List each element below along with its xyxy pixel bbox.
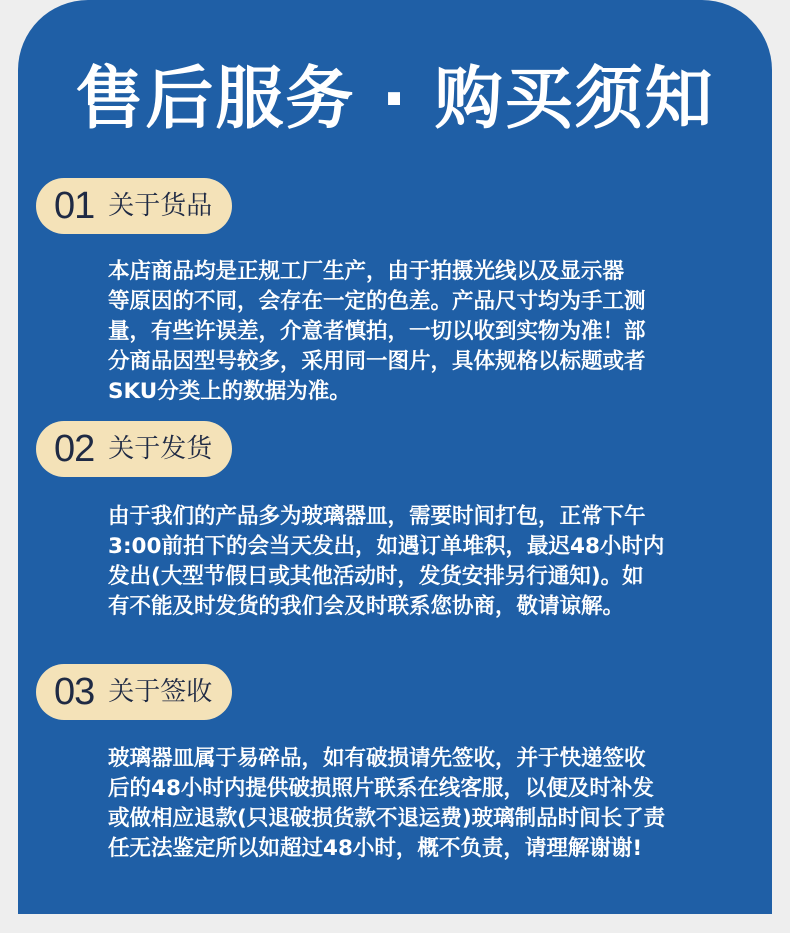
section-pill-receipt (36, 664, 232, 720)
section-text-goods: 本店商品均是正规工厂生产，由于拍摄光线以及显示器 等原因的不同，会存在一定的色差。产品尺寸均为手工测 量，有些许误差，介意者慎拍，一切以收到实物为准！部 分商品因型号较多，采用同一图片，具体规格以标题或者 SKU分类上的数据为准。 (108, 259, 646, 404)
section-text-receipt: 玻璃器皿属于易碎品，如有破损请先签收，并于快递签收 后的48小时内提供破损照片联系在线客服，以便及时补发 或做相应退款(只退破损货款不退运费)玻璃制品时间长了责 任无法鉴定所以如超过48小时，概不负责，请理解谢谢! (108, 746, 666, 861)
section-text-shipping: 由于我们的产品多为玻璃器皿，需要时间打包，正常下午 3:00前拍下的会当天发出，如遇订单堆积，最迟48小时内 发出(大型节假日或其他活动时，发货安排另行通知)。如 有不能及时发货的我们会及时联系您协商，敬请谅解。 (108, 504, 665, 619)
section-label: 关于发货 (108, 434, 213, 464)
page-title: 售后服务 · 购买须知 (75, 60, 715, 139)
section-label: 关于签收 (108, 677, 213, 707)
section-number: 03 (54, 671, 95, 713)
section-number: 01 (54, 185, 95, 227)
section-label: 关于货品 (108, 191, 213, 221)
section-number: 02 (54, 428, 95, 470)
section-pill-shipping (36, 421, 232, 477)
section-pill-goods (36, 178, 232, 234)
